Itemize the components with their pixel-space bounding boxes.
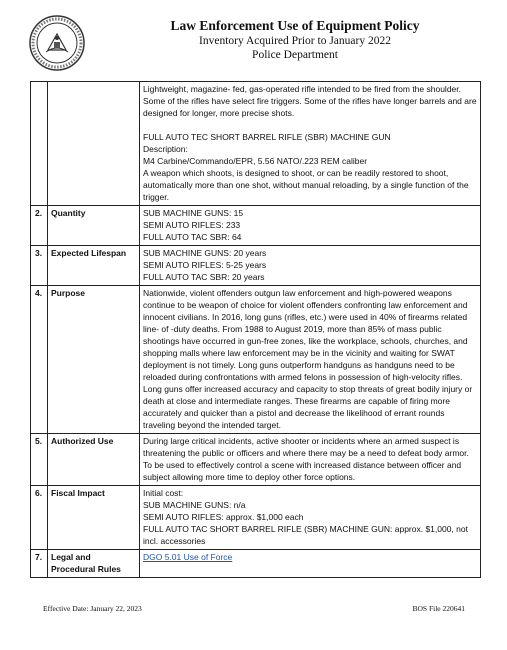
effective-date: Effective Date: January 22, 2023: [43, 604, 142, 613]
department-name: Police Department: [252, 49, 338, 61]
value-line: FULL AUTO TAC SHORT BARREL RIFLE (SBR) MACHINE GUN: approx. $1,000, not incl. accessories: [143, 524, 468, 546]
row-number: 4.: [31, 286, 48, 434]
fiscal-impact-row: [31, 486, 481, 550]
row-number: 6.: [31, 486, 48, 550]
description-paragraph: M4 Carbine/Commando/EPR, 5.56 NATO/.223 REM caliber: [143, 156, 368, 166]
value-line: FULL AUTO TAC SBR: 64: [143, 232, 242, 242]
value-line: SUB MACHINE GUNS: n/a: [143, 500, 246, 510]
value-line: Initial cost:: [143, 488, 184, 498]
legal-rules-row: [31, 550, 481, 578]
description-value: [140, 82, 481, 206]
document-title: Law Enforcement Use of Equipment Policy: [170, 18, 420, 33]
value-line: SUB MACHINE GUNS: 15: [143, 208, 244, 218]
quantity-row: [31, 206, 481, 246]
description-paragraph: FULL AUTO TEC SHORT BARREL RIFLE (SBR) MACHINE GUN: [143, 132, 391, 142]
description-paragraph: Description:: [143, 144, 188, 154]
document-subtitle: Inventory Acquired Prior to January 2022: [199, 35, 391, 47]
purpose-value: [140, 286, 481, 434]
value-line: SUB MACHINE GUNS: 20 years: [143, 248, 267, 258]
value-line: SEMI AUTO RIFLES: 233: [143, 220, 241, 230]
row-label: Fiscal Impact: [48, 486, 140, 550]
description-paragraph: Lightweight, magazine- fed, gas-operated rifle intended to be fired from the shoulder. Some of the rifles have select fire triggers. Some of the rifles have longer barrels and are designed for longer, more precise shots.: [143, 84, 477, 118]
value-line: FULL AUTO TAC SBR: 20 years: [143, 272, 265, 282]
row-label: [48, 550, 140, 578]
row-number: 2.: [31, 206, 48, 246]
city-seal-icon: [28, 14, 86, 72]
row-number: 5.: [31, 434, 48, 486]
authorized-use-text: During large critical incidents, active shooter or incidents where an armed suspect is threatening the public or officers and where there may be a need to defeat body armor. To be used to effectively control a scene with increased distance between officer and subject allowing more time to deploy other force options.: [143, 436, 469, 482]
description-row: [31, 82, 481, 206]
authorized-use-value: [140, 434, 481, 486]
bos-file-number: BOS File 220641: [412, 604, 465, 613]
row-label-line: Legal and: [51, 552, 91, 562]
fiscal-impact-value: [140, 486, 481, 550]
description-paragraph: A weapon which shoots, is designed to shoot, or can be readily restored to shoot, automatically more than one shot, without manual reloading, by a single function of the trigger.: [143, 168, 469, 202]
legal-rules-value: [140, 550, 481, 578]
lifespan-row: [31, 246, 481, 286]
row-label: [48, 82, 140, 206]
row-number: [31, 82, 48, 206]
document-header: [110, 18, 480, 62]
authorized-use-row: [31, 434, 481, 486]
policy-table: [30, 81, 481, 578]
row-label-line: Procedural Rules: [51, 564, 121, 574]
dgo-use-of-force-link[interactable]: DGO 5.01 Use of Force: [143, 552, 233, 562]
value-line: SEMI AUTO RIFLES: 5-25 years: [143, 260, 267, 270]
value-line: SEMI AUTO RIFLES: approx. $1,000 each: [143, 512, 304, 522]
row-number: 7.: [31, 550, 48, 578]
purpose-text: Nationwide, violent offenders outgun law enforcement and high-powered weapons continue to be weapon of choice for violent offenders confronting law enforcement and innocent civilians. In 2016, long guns (rifles, etc.) were used in 40% of firearms related line- of -duty deaths. From 1988 to August 2019, more than 85% of mass public shootings have occurred in gun-free zones, like the workplace, schools, churches, and shopping malls where law enforcement may be in the vicinity and waiting for SWAT deployment is not timely. Long guns outperform handguns as handguns need to be reloaded during confrontations with armed felons in possession of high-velocity rifles. Long guns offer increased accuracy and capacity to stop threats of great bodily injury or death at close and intermediate ranges. These firearms are capable of firing more accurately and quicker than a pistol and decrease the likelihood of errant rounds traveling beyond the intended target.: [143, 288, 473, 430]
row-number: 3.: [31, 246, 48, 286]
row-label: Expected Lifespan: [48, 246, 140, 286]
row-label: Quantity: [48, 206, 140, 246]
row-label: Authorized Use: [48, 434, 140, 486]
row-label: Purpose: [48, 286, 140, 434]
quantity-value: [140, 206, 481, 246]
purpose-row: [31, 286, 481, 434]
lifespan-value: [140, 246, 481, 286]
